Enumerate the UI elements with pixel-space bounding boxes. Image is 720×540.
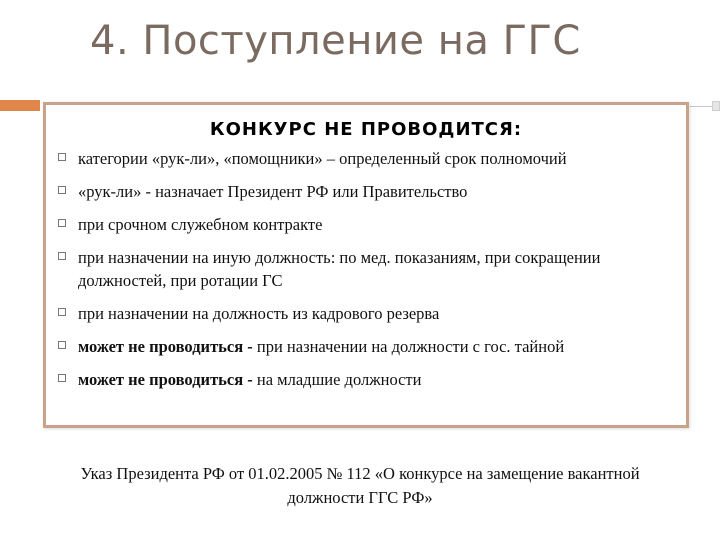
- bullet-text: при назначении на иную должность: по мед. показаниям, при сокращении должностей, при ротации ГС: [78, 248, 601, 290]
- square-bullet-icon: [58, 308, 66, 316]
- bullet-text: при назначении на должности с гос. тайной: [256, 337, 565, 356]
- box-heading: КОНКУРС НЕ ПРОВОДИТСЯ:: [209, 119, 523, 140]
- square-bullet-icon: [58, 341, 66, 349]
- divider-box: [712, 101, 720, 111]
- list-item: [58, 213, 688, 236]
- list-item: [58, 368, 688, 391]
- slide-title: 4. Поступление на ГГС: [90, 18, 581, 64]
- square-bullet-icon: [58, 186, 66, 194]
- square-bullet-icon: [58, 219, 66, 227]
- bullet-text: категории «рук-ли», «помощники» – определенный срок полномочий: [78, 149, 567, 168]
- list-item: [58, 335, 688, 358]
- bullet-bold-text: может не проводиться -: [78, 370, 257, 389]
- bullet-text: при назначении на должность из кадрового резерва: [78, 304, 440, 323]
- list-item: [58, 180, 688, 203]
- square-bullet-icon: [58, 252, 66, 260]
- list-item: [58, 147, 688, 170]
- square-bullet-icon: [58, 374, 66, 382]
- list-item: [58, 246, 688, 292]
- bullet-bold-text: может не проводиться -: [78, 337, 257, 356]
- accent-bar: [0, 100, 40, 111]
- footer-citation: Указ Президента РФ от 01.02.2005 № 112 «О конкурсе на замещение вакантной должности ГГС РФ»: [80, 464, 640, 507]
- bullet-list: [58, 147, 688, 401]
- bullet-text: на младшие должности: [256, 370, 422, 389]
- bullet-text: «рук-ли» - назначает Президент РФ или Правительство: [78, 182, 468, 201]
- list-item: [58, 302, 688, 325]
- bullet-text: при срочном служебном контракте: [78, 215, 323, 234]
- content-box: [43, 102, 689, 428]
- square-bullet-icon: [58, 153, 66, 161]
